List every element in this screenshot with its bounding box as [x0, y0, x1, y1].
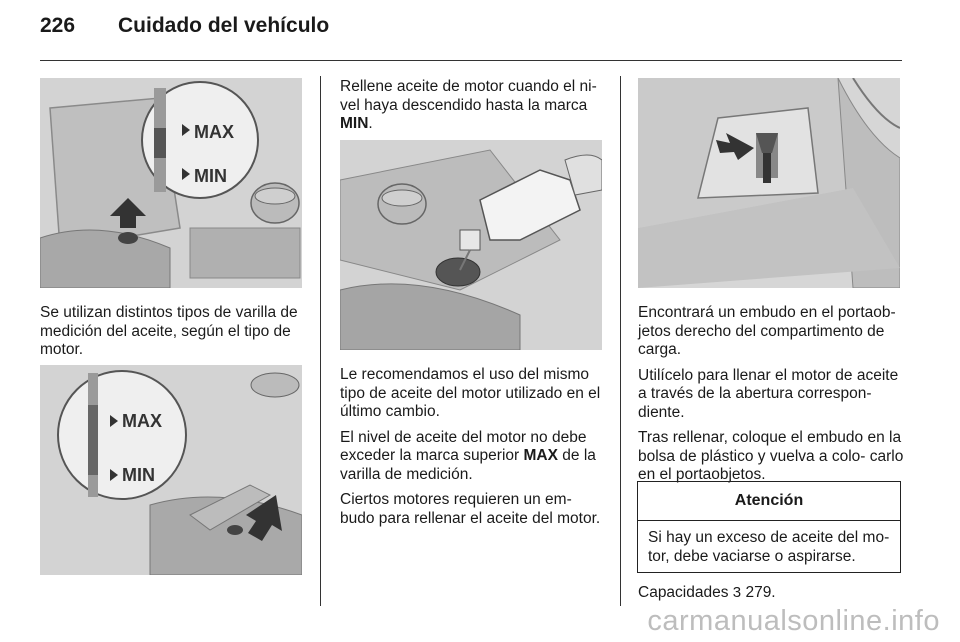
max-mark-bold: MAX	[523, 447, 558, 464]
funnel-storage-illustration	[638, 78, 900, 288]
warning-box	[637, 481, 901, 573]
dipstick-caption: Se utilizan distintos tipos de varilla de medición del aceite, según el tipo de motor.	[40, 304, 298, 358]
dipstick-illustration-2	[40, 365, 302, 575]
warning-title: Atención	[638, 482, 900, 521]
page-reference-icon: 3	[732, 584, 742, 601]
min-mark-label: MIN	[194, 166, 227, 186]
capacities-reference[interactable]: Capacidades 3 279.	[638, 584, 776, 601]
watermark: carmanualsonline.info	[647, 605, 940, 637]
oil-advice-text: Le recomendamos el uso del mismo tipo de aceite del motor utilizado en el último cambio. El nivel de aceite del motor no debe exceder la marca superior MAX de la varilla de medición. Ciertos motores requieren un em- budo para rellenar el aceite del motor.	[340, 366, 601, 527]
column-divider-right	[620, 76, 621, 606]
max-mark-label-2: MAX	[122, 411, 162, 431]
funnel-instructions: Encontrará un embudo en el portaob- jetos derecho del compartimento de carga. Utilícelo para llenar el motor de aceite a través de la abertura correspon- diente. Tras rellenar, coloque el embudo en la bolsa de plástico y vuelva a colo- carlo en el portaobjetos.	[638, 304, 904, 483]
dipstick-illustration-1	[40, 78, 302, 288]
oil-refill-illustration	[340, 140, 602, 350]
column-divider-left	[320, 76, 321, 606]
refill-paragraph: Rellene aceite de motor cuando el ni- vel haya descendido hasta la marca MIN.	[340, 78, 597, 132]
warning-text: Si hay un exceso de aceite del mo- tor, debe vaciarse o aspirarse.	[648, 529, 890, 565]
header-rule	[40, 60, 902, 61]
page-number: 226	[40, 14, 76, 37]
min-mark-bold: MIN	[340, 115, 369, 132]
min-mark-label-2: MIN	[122, 465, 155, 485]
max-mark-label: MAX	[194, 122, 234, 142]
page-title: Cuidado del vehículo	[118, 14, 330, 37]
